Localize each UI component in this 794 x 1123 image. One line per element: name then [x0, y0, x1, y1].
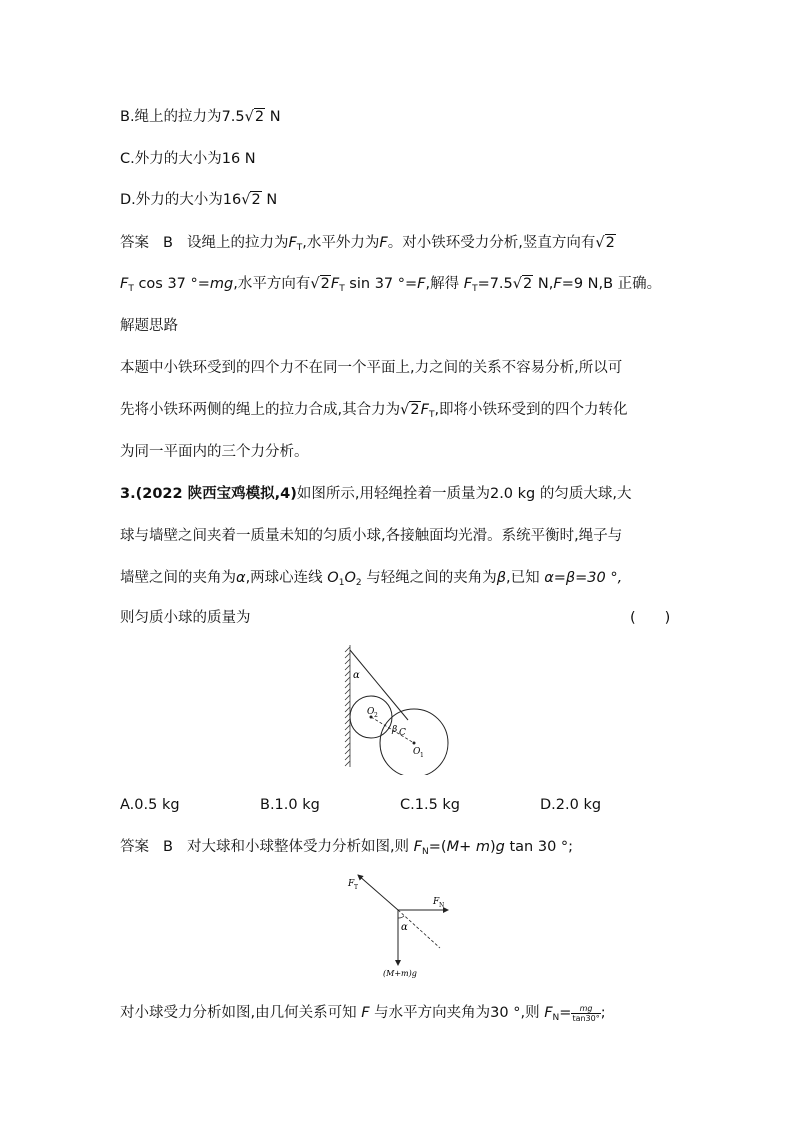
- var-alpha: α: [236, 570, 246, 586]
- text: ,水平外力为: [302, 235, 380, 251]
- text: 先将小铁环两侧的绳上的拉力合成,其合力为: [120, 402, 401, 418]
- q3-line4: 则匀质小球的质量为: [120, 610, 251, 626]
- idea-heading: 解题思路: [120, 318, 178, 334]
- subscript: N: [422, 847, 429, 857]
- var-F: F: [463, 276, 473, 292]
- answer1-line2: [120, 274, 661, 299]
- answer-choice: B: [163, 235, 173, 251]
- var-F: F: [544, 1005, 553, 1021]
- q3-line1: [120, 484, 631, 504]
- o1-label: O: [413, 747, 421, 757]
- text: cos 37 °=: [133, 276, 210, 292]
- var-F: F: [361, 1005, 370, 1021]
- text: ,已知: [505, 570, 540, 586]
- answer-label: 答案: [120, 235, 149, 251]
- subscript: N: [552, 1013, 560, 1023]
- fraction: [571, 1004, 600, 1023]
- q3-line2: 球与墙壁之间夹着一质量未知的匀质小球,各接触面均光滑。系统平衡时,绳子与: [120, 528, 623, 544]
- text: 设绳上的拉力为: [186, 235, 289, 251]
- idea-line1: 本题中小铁环受到的四个力不在同一个平面上,力之间的关系不容易分析,所以可: [120, 360, 623, 376]
- o2-label: O: [367, 707, 375, 717]
- text: tan 30 °;: [504, 839, 574, 855]
- alpha-label: α: [401, 922, 408, 933]
- force-diagram: [340, 868, 460, 980]
- answer2-line: [120, 837, 573, 862]
- sqrt-symbol: √2: [241, 192, 261, 208]
- ball-wall-diagram: [340, 640, 460, 775]
- option-b-label: B.绳上的拉力为: [120, 109, 222, 125]
- subscript: T: [428, 410, 435, 420]
- text: 墙壁之间的夹角为: [120, 570, 236, 586]
- radicand: 2: [251, 192, 261, 208]
- beta-label: β: [392, 725, 398, 735]
- var-F: F: [420, 402, 429, 418]
- text: 。对小铁环受力分析,竖直方向有: [387, 235, 596, 251]
- unit: N: [266, 192, 278, 208]
- denominator: tan30°: [572, 1013, 600, 1023]
- subscript: T: [472, 284, 478, 294]
- numerator: mg: [571, 1004, 600, 1014]
- q3-line3: 墙壁之间的夹角为α,两球心连线 $O_1O_2$ 与轻绳之间的夹角为β,已知 α=β=30 °,: [120, 570, 623, 588]
- text: ,水平方向有: [233, 276, 311, 292]
- c-label: C: [399, 728, 406, 738]
- subscript: T: [128, 284, 134, 294]
- sqrt-symbol: √2: [595, 235, 615, 251]
- text: N,: [533, 276, 554, 292]
- answer-label: 答案: [120, 839, 149, 855]
- option-a: A.0.5 kg: [120, 797, 180, 813]
- option-c-choice: C.1.5 kg: [400, 797, 461, 813]
- answer1-line1: [120, 233, 616, 258]
- var-F: F: [288, 235, 297, 251]
- text: 对大球和小球整体受力分析如图,则: [186, 839, 410, 855]
- alpha-label: α: [353, 670, 360, 681]
- tension-arrow: [358, 875, 398, 910]
- text: sin 37 °=: [344, 276, 418, 292]
- answer-parentheses: ( ): [630, 610, 671, 626]
- subscript: T: [339, 284, 345, 294]
- text: 如图所示,用轻绳拴着一质量为2.0 kg 的匀质大球,大: [296, 486, 632, 502]
- var-F: F: [120, 276, 129, 292]
- option-d-label: D.外力的大小为: [120, 192, 223, 208]
- text: =(: [428, 839, 447, 855]
- last-line: [120, 1003, 606, 1028]
- sqrt-symbol: √2: [310, 276, 330, 292]
- radicand: 2: [254, 109, 265, 125]
- text: ;: [600, 1005, 606, 1021]
- sqrt-symbol: √2: [244, 109, 265, 125]
- rope: [350, 650, 408, 720]
- radicand: 2: [320, 276, 330, 292]
- option-c: C.外力的大小为16 N: [120, 151, 256, 167]
- angle-arc: [398, 916, 404, 918]
- equals: =: [559, 1005, 572, 1021]
- radicand: 2: [605, 235, 615, 251]
- var-mg: mg: [209, 276, 234, 292]
- idea-line2: [120, 400, 628, 425]
- var-mass: M+ m: [446, 839, 490, 855]
- wall-hatching: [345, 645, 350, 767]
- answer-choice: B: [163, 839, 173, 855]
- fn-label: F: [433, 897, 440, 907]
- var-F: F: [379, 235, 388, 251]
- ft-label: F: [348, 879, 355, 889]
- text: 与轻绳之间的夹角为: [366, 570, 497, 586]
- o1-sub: 1: [420, 752, 424, 759]
- var-F: F: [553, 276, 562, 292]
- text: ,两球心连线: [245, 570, 323, 586]
- text: =9 N,B 正确。: [561, 276, 662, 292]
- option-d-choice: D.2.0 kg: [540, 797, 602, 813]
- text: ,解得: [425, 276, 460, 292]
- var-g: g: [495, 839, 505, 855]
- center-o1: [413, 742, 416, 745]
- fn-sub: N: [439, 902, 445, 909]
- var-F: F: [330, 276, 340, 292]
- var-F: F: [417, 276, 426, 292]
- option-d-value: 16: [222, 192, 242, 208]
- sqrt-symbol: √2: [400, 402, 420, 418]
- weight-label: (M+m)g: [383, 969, 417, 978]
- sqrt-symbol: √2: [512, 276, 533, 292]
- var-F: F: [413, 839, 423, 855]
- text: 与水平方向夹角为30 °,则: [374, 1005, 540, 1021]
- o2-sub: 2: [374, 712, 378, 719]
- radicand: 2: [523, 276, 533, 292]
- var-O: O: [327, 570, 339, 586]
- option-b: [120, 107, 281, 127]
- idea-line3: 为同一平面内的三个力分析。: [120, 444, 309, 460]
- unit: N: [269, 109, 281, 125]
- option-d: [120, 190, 277, 210]
- subscript: T: [296, 243, 303, 253]
- condition: α=β=30 °,: [544, 570, 623, 586]
- question-number: 3.(2022 陕西宝鸡模拟,4): [120, 486, 297, 502]
- text: =7.5: [477, 276, 513, 292]
- text: ,即将小铁环受到的四个力转化: [434, 402, 628, 418]
- radicand: 2: [410, 402, 420, 418]
- text: 对小球受力分析如图,由几何关系可知: [120, 1005, 357, 1021]
- var-O: O: [344, 570, 356, 586]
- text: ): [489, 839, 496, 855]
- option-b-choice: B.1.0 kg: [260, 797, 320, 813]
- option-b-value: 7.5: [221, 109, 245, 125]
- ft-sub: T: [354, 884, 359, 891]
- var-beta: β: [496, 570, 506, 586]
